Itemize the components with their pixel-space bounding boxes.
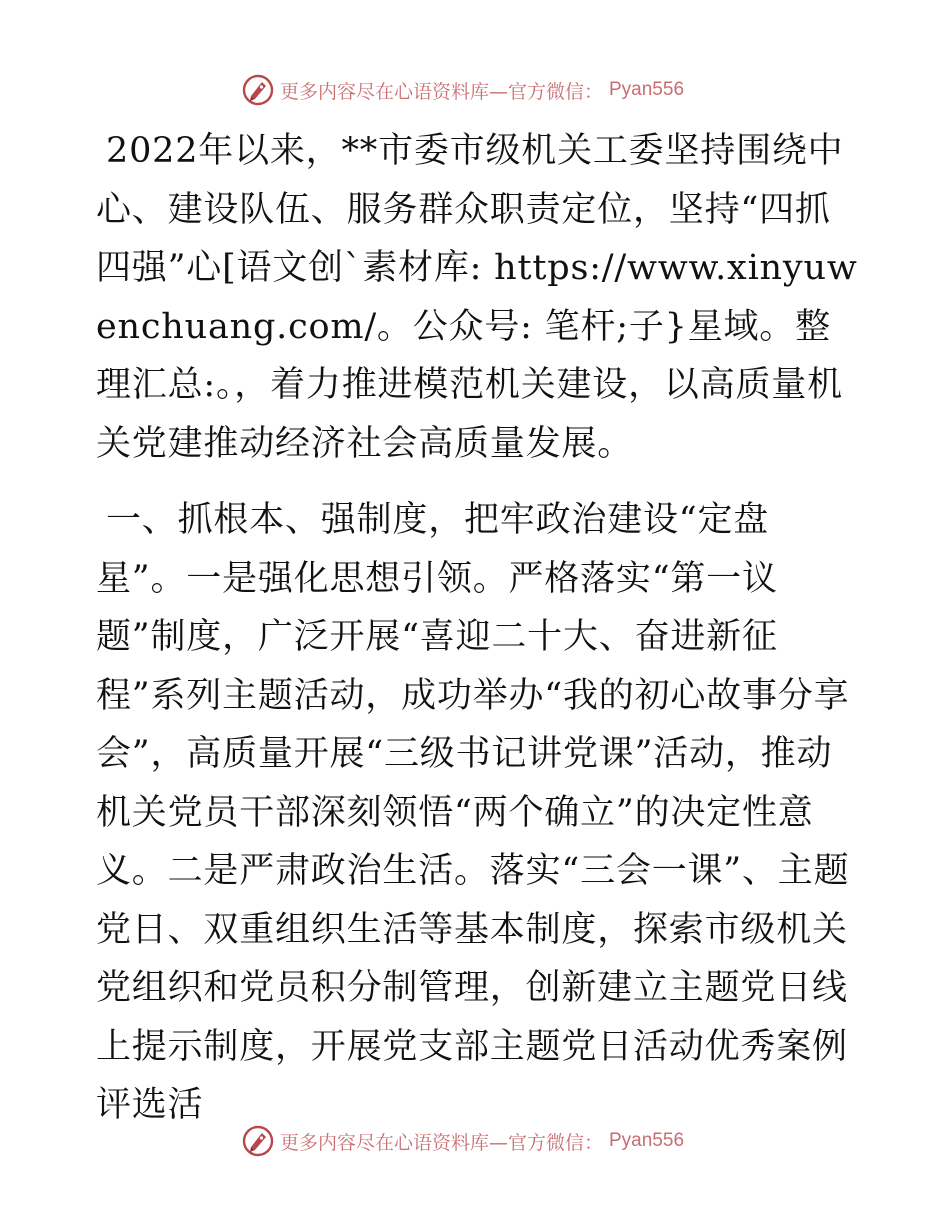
watermark-group	[242, 1125, 684, 1157]
watermark-wechat-id: Pyan556	[609, 79, 685, 100]
paragraph-text: 一、抓根本、强制度，把牢政治建设“定盘星”。一是强化思想引领。严格落实“第一议题”制度，广泛开展“喜迎二十大、奋进新征程”系列主题活动，成功举办“我的初心故事分享会”，高质量开展“三级书记讲党课”活动，推动机关党员干部深刻领悟“两个确立”的决定性意义。二是严肃政治生活。落实“三会一课”、主题党日、双重组织生活等基本制度，探索市级机关党组织和党员积分制管理，创新建立主题党日线上提示制度，开展党支部主题党日活动优秀案例评选活	[96, 500, 850, 1125]
pen-nib-logo-icon	[242, 74, 274, 106]
paragraph	[96, 122, 858, 473]
paragraph-text: 2022年以来，**市委市级机关工委坚持围绕中心、建设队伍、服务群众职责定位，坚持“四抓四强”心[语文创`素材库: https://www.xinyuwenchuang.com/。公众号: 笔杆;子}星域。整理汇总:。，着力推进模范机关建设，以高质量机关党建推动经济社会高质量发展。	[96, 131, 858, 464]
watermark-text: 更多内容尽在心语资料库—官方微信：	[279, 80, 603, 103]
header-watermark	[0, 70, 950, 110]
paragraph	[96, 491, 858, 1135]
footer-watermark	[0, 1121, 950, 1161]
watermark-group	[242, 74, 684, 106]
document-body	[96, 122, 858, 1135]
watermark-wechat-id: Pyan556	[609, 1130, 685, 1151]
watermark-text: 更多内容尽在心语资料库—官方微信：	[279, 1131, 603, 1154]
pen-nib-logo-icon	[242, 1125, 274, 1157]
